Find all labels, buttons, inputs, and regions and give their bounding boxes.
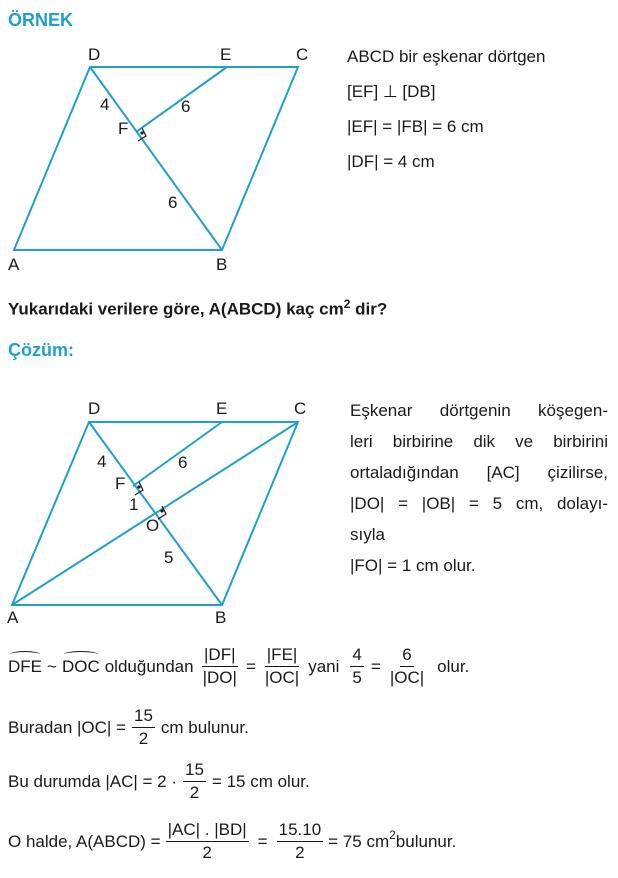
ac-suffix: = 15 cm olur. [211, 771, 310, 791]
explanation-line-6: |FO| = 1 cm olur. [350, 556, 476, 575]
fraction-den: 2 [295, 843, 305, 862]
measure-ef-solution: 6 [178, 453, 188, 472]
fraction-fe-oc [263, 645, 301, 688]
point-f-solution: F [115, 474, 126, 493]
fraction-num: |AC| . |BD| [166, 820, 249, 842]
similar-symbol: ~ [47, 656, 57, 676]
point-a-solution: A [7, 608, 19, 627]
fraction-15-2-ac [183, 760, 206, 803]
explanation-line-2: leri birbirine dik ve birbirini [350, 432, 608, 451]
fraction-den: |OC| [389, 668, 425, 687]
measure-fo: 1 [129, 495, 139, 514]
diagonal-ac [12, 422, 298, 605]
fraction-num: 15 [132, 706, 155, 728]
fraction-num: 15 [183, 760, 206, 782]
fraction-den: 5 [352, 668, 362, 687]
question-sup: 2 [343, 297, 351, 311]
measure-ef: 6 [181, 97, 191, 116]
yani-text: yani [308, 656, 340, 676]
diagonal-db [90, 67, 222, 250]
explanation-line-1: Eşkenar dörtgenin köşegen- [350, 401, 608, 420]
fraction-6-oc [388, 645, 426, 688]
point-e: E [220, 45, 232, 64]
question-end: dir? [350, 299, 388, 319]
similarity-text: olduğundan [104, 656, 194, 676]
given-2: [EF] ⊥ [DB] [347, 82, 436, 101]
oc-suffix: cm bulunur. [160, 717, 249, 737]
given-4: |DF| = 4 cm [347, 152, 435, 171]
point-o: O [146, 516, 160, 535]
fraction-ac-bd [166, 820, 249, 863]
explanation-line-3: ortaladığından [AC] çizilirse, [350, 463, 608, 482]
point-e-solution: E [216, 399, 228, 418]
fraction-num: 15.10 [277, 820, 324, 842]
oc-prefix: Buradan |OC| = [8, 717, 126, 737]
equals-sign: = [245, 656, 256, 676]
right-angle-dot-o [160, 509, 163, 512]
equals-sign: = [257, 831, 268, 851]
fraction-den: 2 [189, 783, 200, 802]
solution-heading: Çözüm: [8, 340, 74, 360]
question [8, 293, 387, 321]
fraction-15-2 [132, 706, 155, 749]
fraction-df-do [201, 645, 239, 688]
explanation [350, 400, 608, 586]
given-3: |EF| = |FB| = 6 cm [347, 117, 484, 136]
area-suffix: = 75 cm [328, 831, 390, 851]
similarity-line [8, 645, 469, 688]
oc-line [8, 706, 249, 749]
right-angle-dot-f [137, 485, 140, 488]
measure-df-solution: 4 [97, 452, 107, 471]
measure-fb: 6 [168, 193, 178, 212]
fraction-num: 4 [350, 645, 363, 667]
olur-text: olur. [437, 656, 470, 676]
fraction-num: |FE| [265, 645, 300, 667]
equals-sign: = [370, 656, 381, 676]
explanation-line-5: sıyla [350, 525, 385, 544]
point-c-solution: C [294, 399, 307, 418]
question-main: Yukarıdaki verilere göre, A(ABCD) kaç cm [8, 299, 344, 319]
measure-df: 4 [100, 95, 110, 114]
angle-dfe: DFE [8, 656, 42, 676]
fraction-num: 6 [400, 645, 413, 667]
ac-prefix: Bu durumda |AC| = 2 · [8, 771, 177, 791]
area-prefix: O halde, A(ABCD) = [8, 831, 161, 851]
example-heading: ÖRNEK [8, 10, 74, 30]
fraction-den: 2 [138, 729, 149, 748]
right-angle-dot [140, 131, 143, 134]
fraction-num: |DF| [202, 645, 238, 667]
area-line [8, 820, 456, 863]
point-b: B [216, 255, 228, 274]
measure-ob: 5 [164, 548, 174, 567]
point-d: D [88, 45, 101, 64]
solution-figure [0, 395, 330, 635]
point-f: F [118, 119, 129, 138]
area-end: bulunur. [395, 831, 457, 851]
point-c: C [296, 45, 309, 64]
ac-line [8, 760, 310, 803]
point-b-solution: B [215, 608, 227, 627]
angle-doc: DOC [61, 656, 100, 676]
area-sup: 2 [389, 828, 396, 842]
explanation-line-4: |DO| = |OB| = 5 cm, dolayı- [350, 494, 608, 513]
example-figure [0, 40, 320, 310]
fraction-den: |DO| [202, 668, 237, 687]
given-1: ABCD bir eşkenar dörtgen [347, 47, 546, 66]
point-a: A [8, 255, 20, 274]
point-d-solution: D [88, 399, 101, 418]
fraction-4-5 [350, 645, 363, 688]
fraction-den: 2 [202, 843, 212, 862]
fraction-15-10 [277, 820, 324, 863]
fraction-den: |OC| [264, 668, 300, 687]
